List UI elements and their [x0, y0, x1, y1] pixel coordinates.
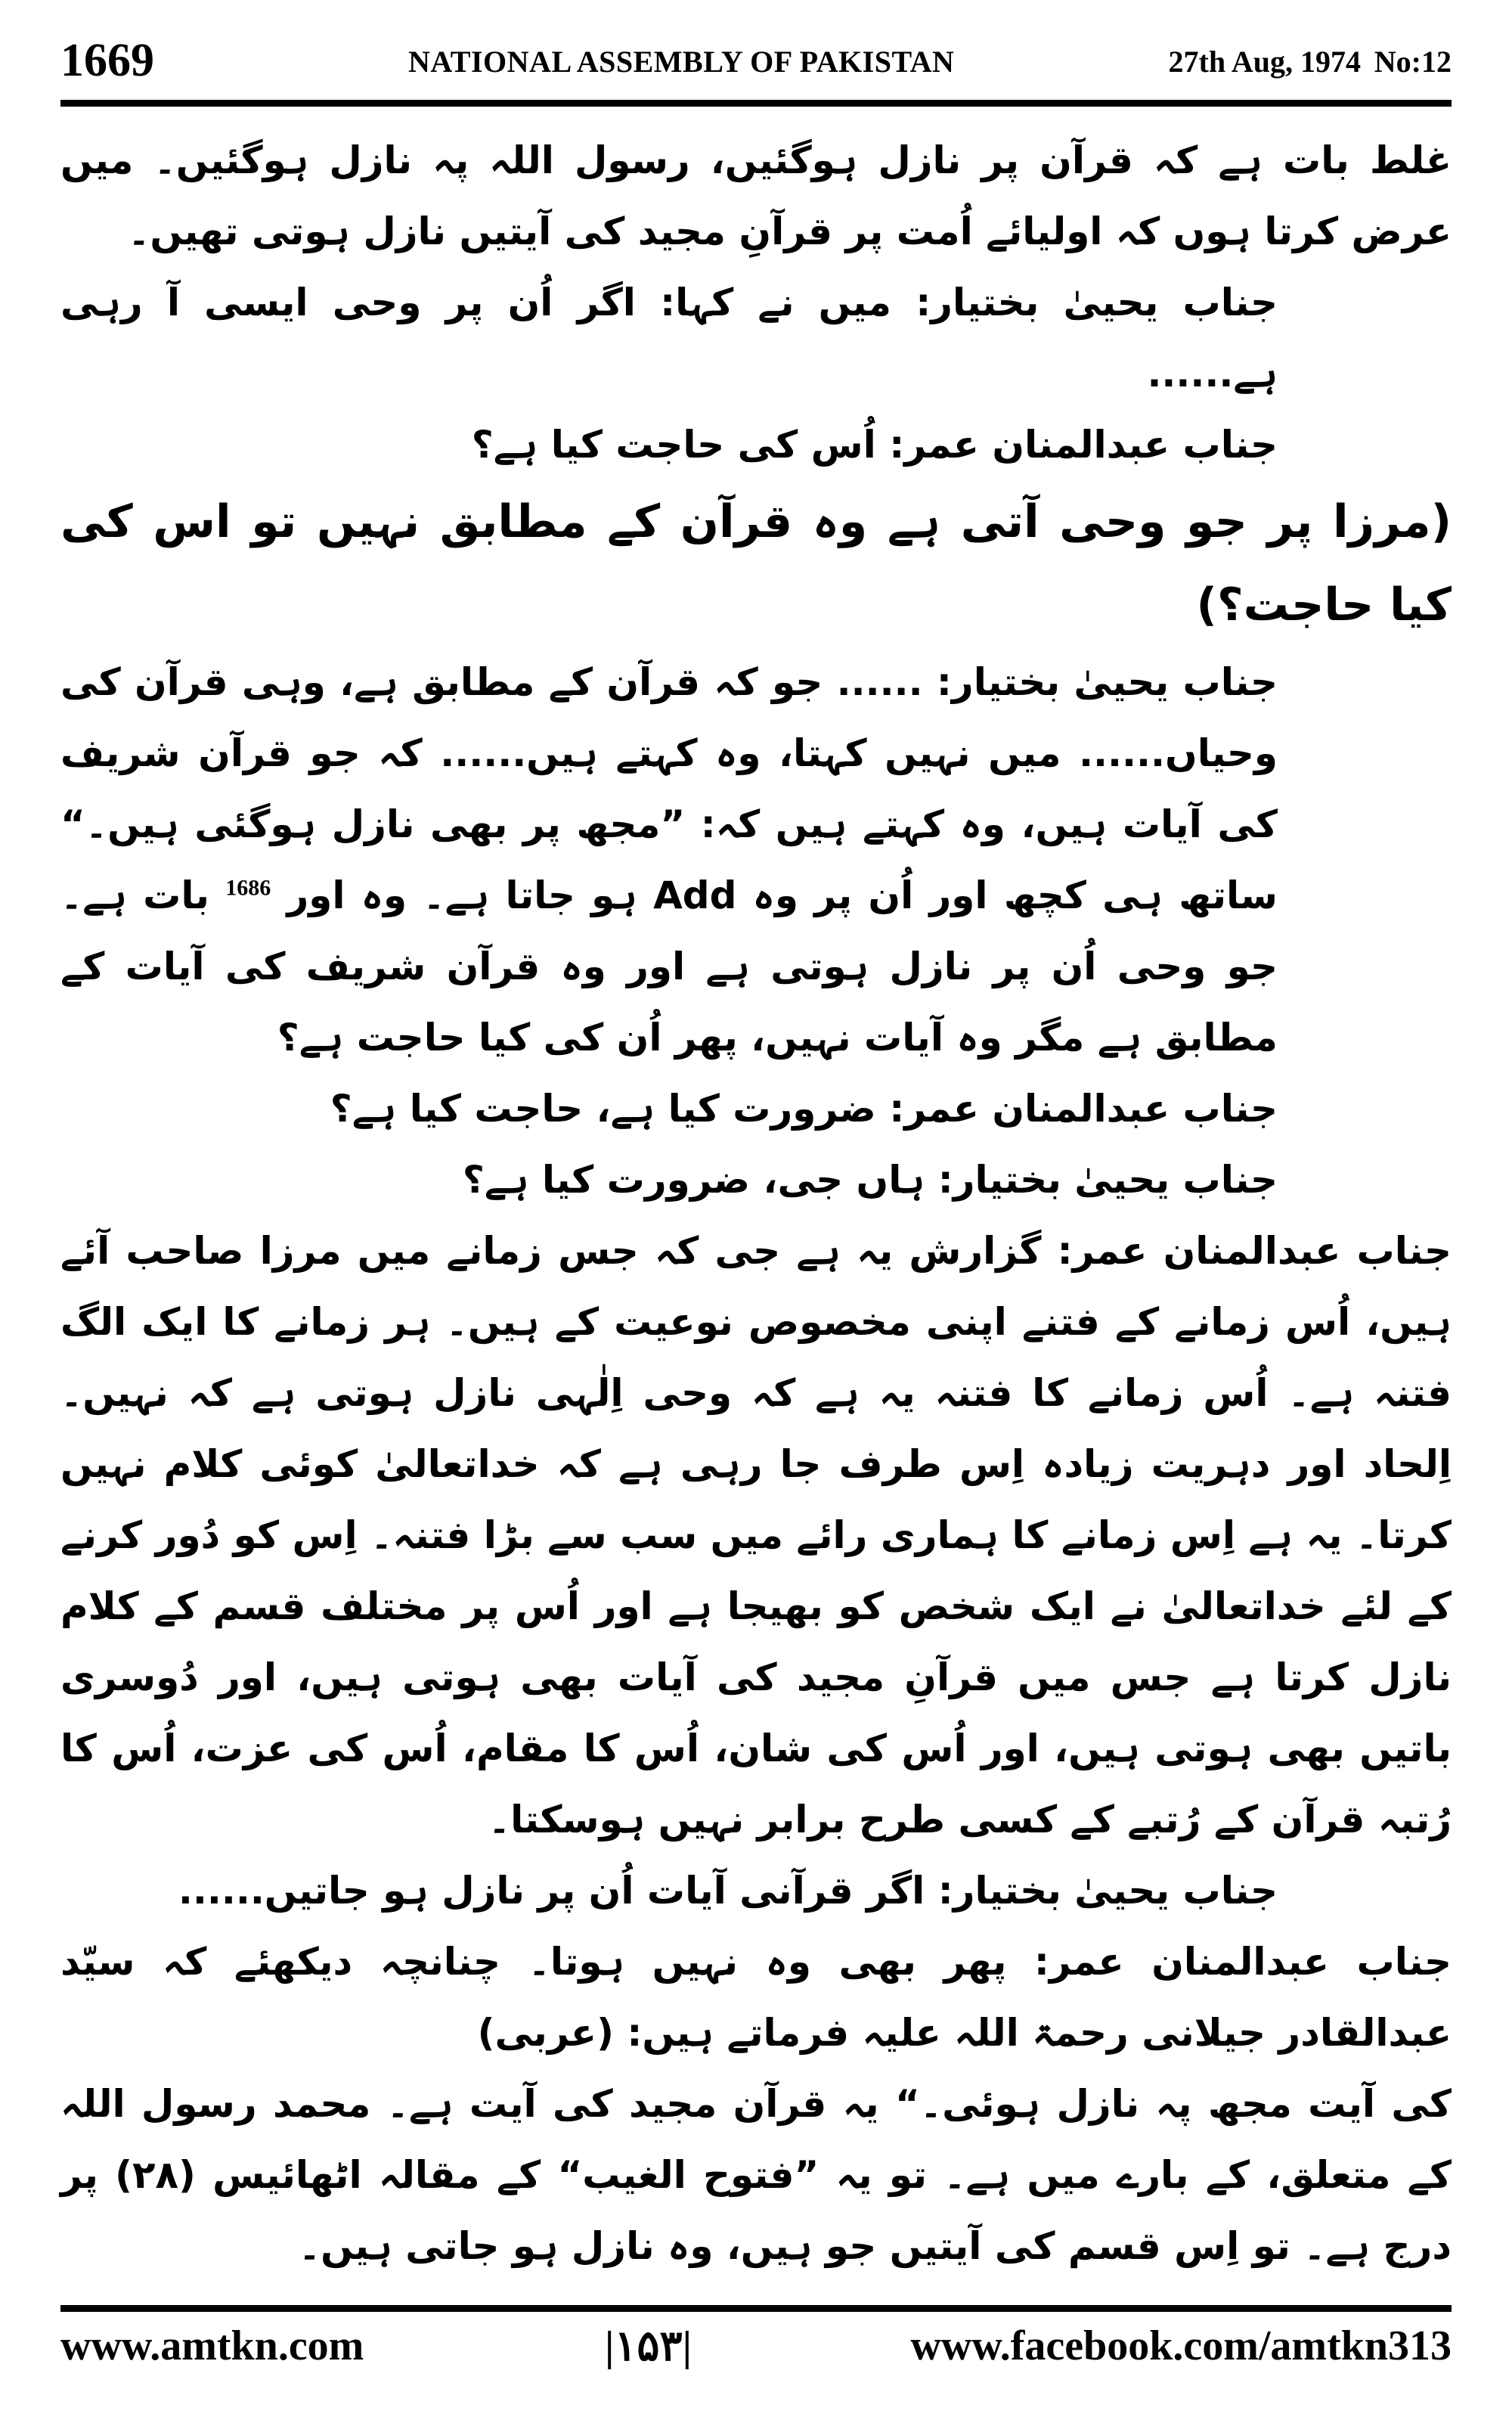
speech-text: ضرورت کیا ہے، حاجت کیا ہے؟ — [330, 1087, 876, 1131]
reference-number: 1686 — [225, 875, 271, 901]
speech — [60, 267, 1452, 409]
speaker-name: جناب یحییٰ بختیار: — [916, 281, 1278, 324]
header-title: NATIONAL ASSEMBLY OF PAKISTAN — [408, 45, 955, 79]
header-number: No:12 — [1374, 45, 1452, 79]
paragraph: غلط بات ہے کہ قرآن پر نازل ہوگئیں، رسول اللہ پہ نازل ہوگئیں۔ میں عرض کرتا ہوں کہ اولیائے اُمت پر قرآنِ مجید کی آیتیں نازل ہوتی تھیں۔ — [60, 138, 1452, 253]
speaker-name: جناب عبدالمنان عمر: — [889, 1087, 1278, 1131]
page-footer — [60, 2322, 1452, 2390]
speech-text: اُس کی حاجت کیا ہے؟ — [471, 423, 876, 467]
speaker-name: جناب یحییٰ بختیار: — [936, 660, 1278, 704]
website-link[interactable]: www.amtkn.com — [60, 2322, 364, 2369]
speech-text: گزارش یہ ہے جی کہ جس زمانے میں مرزا صاحب آئے ہیں، اُس زمانے کے فتنے اپنی مخصوص نوعیت کے ہیں۔ ہر زمانے کا ایک الگ فتنہ ہے۔ اُس زمانے کا فتنہ یہ ہے کہ وحی اِلٰہی نازل ہوتی ہے کہ نہیں۔ اِلحاد اور دہریت زیادہ اِس طرف جا رہی ہے کہ خداتعالیٰ کوئی کلام نہیں کرتا۔ یہ ہے اِس زمانے کا ہماری رائے میں سب سے بڑا فتنہ۔ اِس کو دُور کرنے کے لئے خداتعالیٰ نے ایک شخص کو بھیجا ہے اور اُس پر مختلف قسم کے کلام نازل کرتا ہے جس میں قرآنِ مجید کی آیات بھی ہوتی ہیں، اور دُوسری باتیں بھی ہوتی ہیں، اور اُس کی شان، اُس کا مقام، اُس کی عزت، اُس کا رُتبہ قرآن کے رُتبے کے کسی طرح برابر نہیں ہوسکتا۔ — [60, 1229, 1452, 1841]
speech — [60, 1926, 1452, 2068]
speech-text: ہاں جی، ضرورت کیا ہے؟ — [462, 1158, 925, 1202]
header-date: 27th Aug, 1974 — [1168, 45, 1361, 79]
speech — [60, 1144, 1452, 1215]
speech-text: اگر قرآنی آیات اُن پر نازل ہو جاتیں...... — [178, 1869, 925, 1913]
speaker-name: جناب عبدالمنان عمر: — [1057, 1229, 1452, 1273]
page-number: 1669 — [60, 35, 154, 86]
speech — [60, 409, 1452, 480]
page-header — [60, 30, 1452, 98]
speech — [60, 1855, 1452, 1926]
section-heading: (مرزا پر جو وحی آتی ہے وہ قرآن کے مطابق نہیں تو اس کی کیا حاجت؟) — [60, 495, 1452, 631]
transcript-body — [60, 125, 1452, 2268]
speaker-name: جناب یحییٰ بختیار: — [937, 1869, 1278, 1913]
local-page-number: |۱۵۳| — [605, 2323, 692, 2370]
speech-text: پھر بھی وہ نہیں ہوتا۔ چنانچہ دیکھئے کہ سیّد عبدالقادر جیلانی رحمۃ اللہ علیہ فرماتے ہیں: (عربی) — [60, 1940, 1452, 2055]
bottom-rule — [60, 2305, 1452, 2312]
speech — [60, 647, 1452, 1073]
facebook-link[interactable]: www.facebook.com/amtkn313 — [910, 2322, 1452, 2369]
speech-text: میں نے کہا: اگر اُن پر وحی ایسی آ رہی ہے...... — [60, 281, 1278, 396]
speaker-name: جناب عبدالمنان عمر: — [889, 423, 1278, 467]
speaker-name: جناب یحییٰ بختیار: — [937, 1158, 1278, 1202]
speaker-name: جناب عبدالمنان عمر: — [1033, 1940, 1452, 1984]
speech — [60, 1073, 1452, 1144]
speech-text: بات ہے۔ جو وحی اُن پر نازل ہوتی ہے اور وہ قرآن شریف کی آیات کے مطابق ہے مگر وہ آیات نہیں، پھر اُن کی کیا حاجت ہے؟ — [60, 873, 1278, 1060]
speech — [60, 1215, 1452, 1855]
paragraph: کی آیت مجھ پہ نازل ہوئی۔“ یہ قرآن مجید کی آیت ہے۔ محمد رسول اللہ کے متعلق، کے بارے میں ہے۔ تو یہ ”فتوح الغیب“ کے مقالہ اٹھائیس (۲۸) پر درج ہے۔ تو اِس قسم کی آیتیں جو ہیں، وہ نازل ہو جاتی ہیں۔ — [60, 2082, 1452, 2268]
top-rule — [60, 100, 1452, 107]
speech-text: ...... جو کہ قرآن کے مطابق ہے، وہی قرآن کی وحیاں...... میں نہیں کہتا، وہ کہتے ہیں...... کہ جو قرآن شریف کی آیات ہیں، وہ کہتے ہیں کہ: ”مجھ پر بھی نازل ہوگئی ہیں۔“ ساتھ ہی کچھ اور اُن پر وہ Add ہو جاتا ہے۔ وہ اور — [60, 660, 1278, 917]
